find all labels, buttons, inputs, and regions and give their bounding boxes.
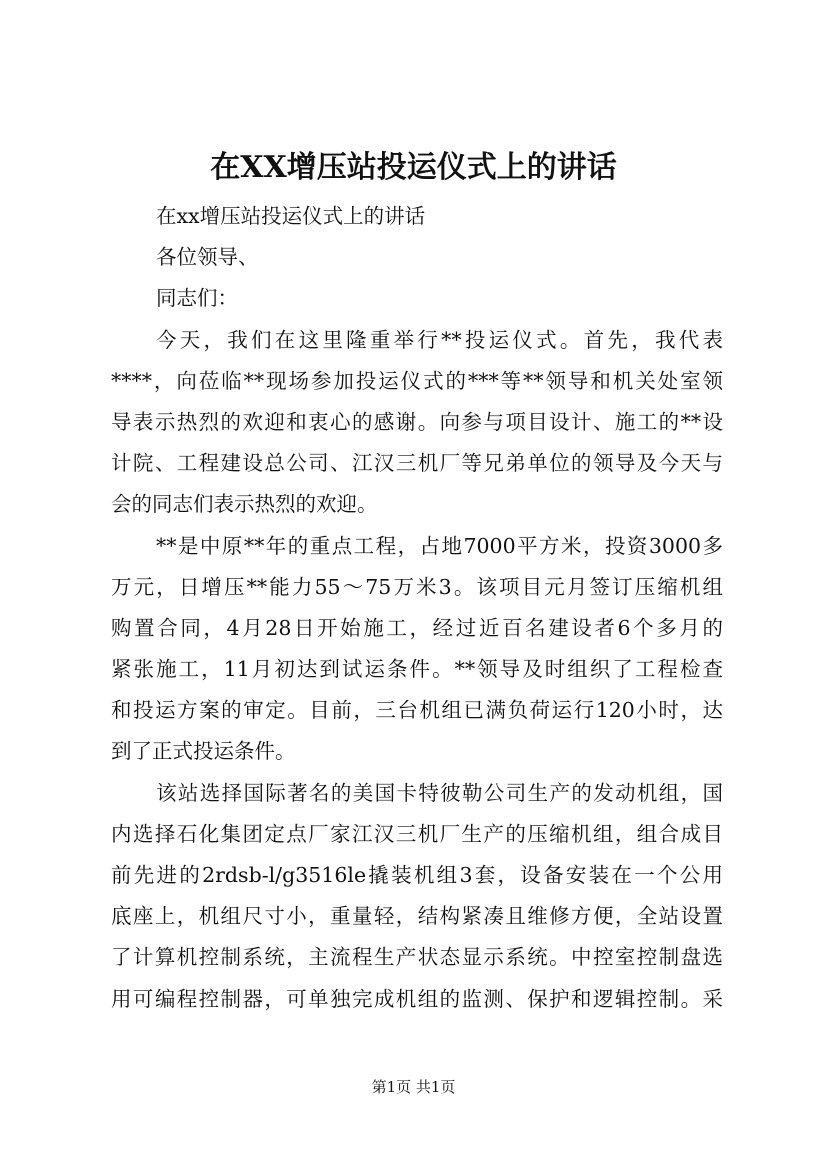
text-line: 用可编程控制器，可单独完成机组的监测、保护和逻辑控制。采 bbox=[111, 986, 723, 1011]
text-line: 该站选择国际著名的美国卡特彼勒公司生产的发动机组，国 bbox=[156, 780, 723, 805]
text-line: 会的同志们表示热烈的欢迎。 bbox=[111, 492, 378, 517]
text-line: 计院、工程建设总公司、江汉三机厂等兄弟单位的领导及今天与 bbox=[111, 451, 723, 476]
text-line: 今天，我们在这里隆重举行**投运仪式。首先，我代表 bbox=[156, 327, 723, 352]
text-line: 万元，日增压**能力55～75万米3。该项目元月签订压缩机组 bbox=[111, 574, 723, 599]
document-body bbox=[111, 196, 723, 1020]
text-line: 紧张施工，11月初达到试运条件。**领导及时组织了工程检查 bbox=[111, 657, 723, 682]
text-line: 导表示热烈的欢迎和衷心的感谢。向参与项目设计、施工的**设 bbox=[111, 409, 723, 434]
text-line: 同志们： bbox=[156, 286, 238, 311]
text-line: 购置合同，4月28日开始施工，经过近百名建设者6个多月的 bbox=[111, 615, 723, 640]
text-line: 在xx增压站投运仪式上的讲话 bbox=[156, 204, 426, 228]
text-line: **是中原**年的重点工程，占地7000平方米，投资3000多 bbox=[156, 533, 723, 558]
text-line: 底座上，机组尺寸小，重量轻，结构紧凑且维修方便，全站设置 bbox=[111, 904, 723, 929]
text-line: 各位领导、 bbox=[156, 245, 259, 270]
text-line: 到了正式投运条件。 bbox=[111, 739, 296, 764]
page-number-footer: 第1页 共1页 bbox=[371, 1078, 456, 1096]
text-line: 内选择石化集团定点厂家江汉三机厂生产的压缩机组，组合成目 bbox=[111, 821, 723, 846]
text-line: ****，向莅临**现场参加投运仪式的***等**领导和机关处室领 bbox=[111, 368, 723, 393]
text-line: 前先进的2rdsb-l/g3516le撬装机组3套，设备安装在一个公用 bbox=[111, 863, 723, 887]
text-line: 和投运方案的审定。目前，三台机组已满负荷运行120小时，达 bbox=[111, 698, 723, 723]
document-title: 在XX增压站投运仪式上的讲话 bbox=[210, 150, 617, 185]
text-line: 了计算机控制系统，主流程生产状态显示系统。中控室控制盘选 bbox=[111, 945, 723, 970]
